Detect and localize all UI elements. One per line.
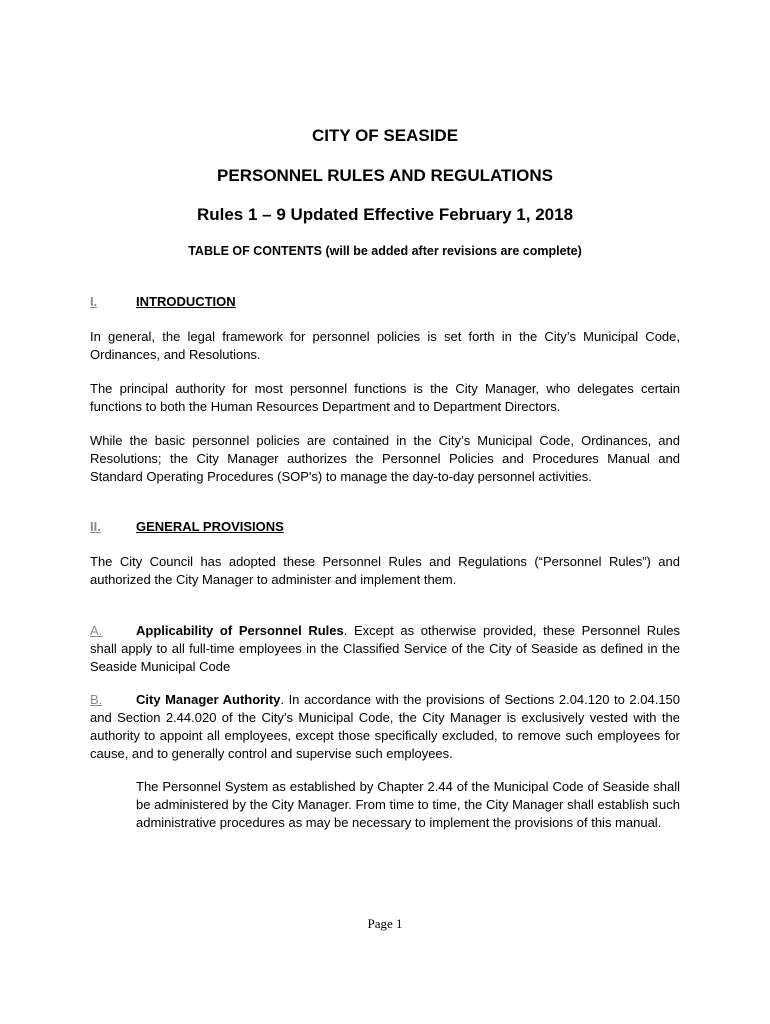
section-heading-introduction bbox=[90, 294, 236, 309]
section-title: INTRODUCTION bbox=[136, 294, 236, 309]
section-number: II. bbox=[90, 519, 101, 534]
city-title: CITY OF SEASIDE bbox=[311, 126, 459, 145]
section-number: I. bbox=[90, 294, 98, 309]
item-a-paragraph bbox=[90, 622, 680, 676]
page-number: Page 1 bbox=[367, 916, 403, 931]
section-title: GENERAL PROVISIONS bbox=[136, 519, 284, 534]
item-title: City Manager Authority bbox=[136, 692, 281, 707]
item-letter: B. bbox=[90, 692, 103, 707]
item-letter: A. bbox=[90, 623, 103, 638]
item-text: . In accordance with the provisions of Sections 2.04.120 to 2.04.150 and Section 2.44.020 of the City’s Municipal Code, the City Manager is exclusively vested with the authority to appoint all employees, except those specifically excluded, to remove such employees for cause, and to generally control and supervise such employees. bbox=[90, 692, 681, 761]
item-text: . Except as otherwise provided, these Personnel Rules shall apply to all full-time employees in the Classified Service of the City of Seaside as defined in the Seaside Municipal Code bbox=[90, 623, 680, 674]
section-heading-general-provisions bbox=[90, 519, 284, 534]
intro-paragraph-2: The principal authority for most personnel functions is the City Manager, who delegates certain functions to both the Human Resources Department and to Department Directors. bbox=[90, 381, 680, 414]
intro-paragraph-1: In general, the legal framework for personnel policies is set forth in the City’s Municipal Code, Ordinances, and Resolutions. bbox=[90, 329, 680, 362]
general-provisions-intro: The City Council has adopted these Personnel Rules and Regulations (“Personnel Rules”) and authorized the City Manager to administer and implement them. bbox=[90, 554, 680, 587]
item-title: Applicability of Personnel Rules bbox=[136, 623, 344, 638]
toc-note: TABLE OF CONTENTS (will be added after revisions are complete) bbox=[188, 244, 582, 258]
intro-paragraph-3: While the basic personnel policies are contained in the City’s Municipal Code, Ordinances, and Resolutions; the City Manager authorizes the Personnel Policies and Procedures Manual and Standard Operating Procedures (SOP's) to manage the day-to-day personnel activities. bbox=[90, 433, 680, 484]
item-b-paragraph bbox=[90, 691, 680, 763]
rules-effective-line: Rules 1 – 9 Updated Effective February 1, 2018 bbox=[196, 205, 574, 224]
document-title: PERSONNEL RULES AND REGULATIONS bbox=[217, 166, 553, 185]
personnel-system-paragraph: The Personnel System as established by Chapter 2.44 of the Municipal Code of Seaside shall be administered by the City Manager. From time to time, the City Manager shall establish such administrative procedures as may be necessary to implement the provisions of this manual. bbox=[136, 779, 680, 830]
